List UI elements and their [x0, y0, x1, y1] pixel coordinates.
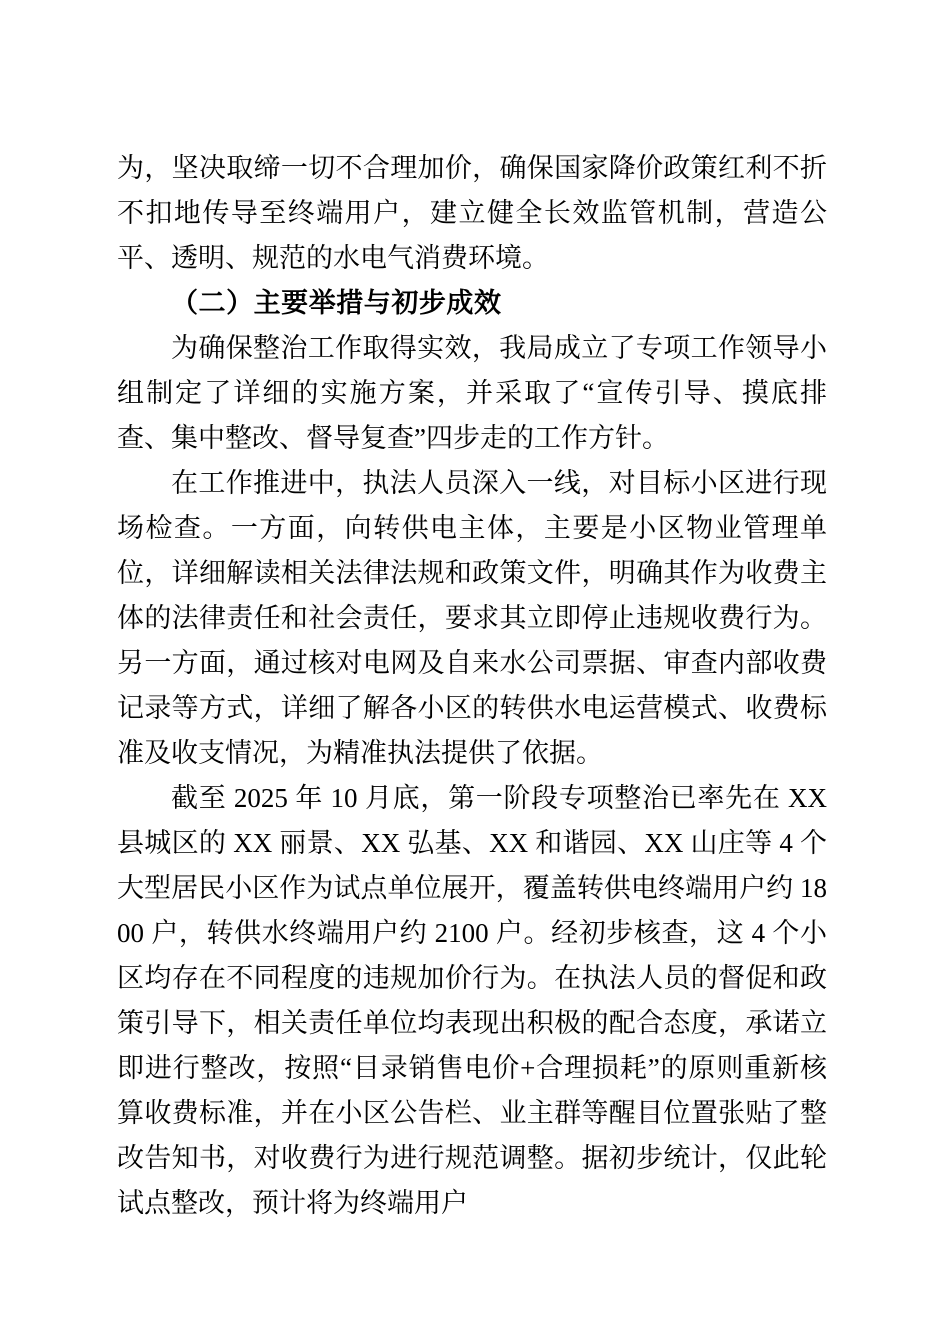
section-heading: （二）主要举措与初步成效 — [171, 288, 502, 318]
paragraph: 截至 2025 年 10 月底，第一阶段专项整治已率先在 XX 县城区的 XX 丽景、XX 弘基、XX 和谐园、XX 山庄等 4 个大型居民小区作为试点单位展开，覆盖转供电终端用户约 1800 户，转供水终端用户约 2100 户。经初步核查，这 4 个小区均存在不同程度的违规加价行为。在执法人员的督促和政策引导下，相关责任单位均表现出积极的配合态度，承诺立即进行整改，按照“目录销售电价+合理损耗”的原则重新核算收费标准，并在小区公告栏、业主群等醒目位置张贴了整改告知书，对收费行为进行规范调整。据初步统计，仅此轮试点整改，预计将为终端用户 — [117, 783, 827, 1218]
paragraph: 在工作推进中，执法人员深入一线，对目标小区进行现场检查。一方面，向转供电主体，主要是小区物业管理单位，详细解读相关法律法规和政策文件，明确其作为收费主体的法律责任和社会责任，要求其立即停止违规收费行为。另一方面，通过核对电网及自来水公司票据、审查内部收费记录等方式，详细了解各小区的转供水电运营模式、收费标准及收支情况，为精准执法提供了依据。 — [117, 468, 827, 768]
paragraph: 为确保整治工作取得实效，我局成立了专项工作领导小组制定了详细的实施方案，并采取了“宣传引导、摸底排查、集中整改、督导复查”四步走的工作方针。 — [117, 333, 827, 453]
document-body — [117, 146, 827, 1226]
paragraph: 为，坚决取缔一切不合理加价，确保国家降价政策红利不折不扣地传导至终端用户，建立健全长效监管机制，营造公平、透明、规范的水电气消费环境。 — [117, 153, 827, 273]
